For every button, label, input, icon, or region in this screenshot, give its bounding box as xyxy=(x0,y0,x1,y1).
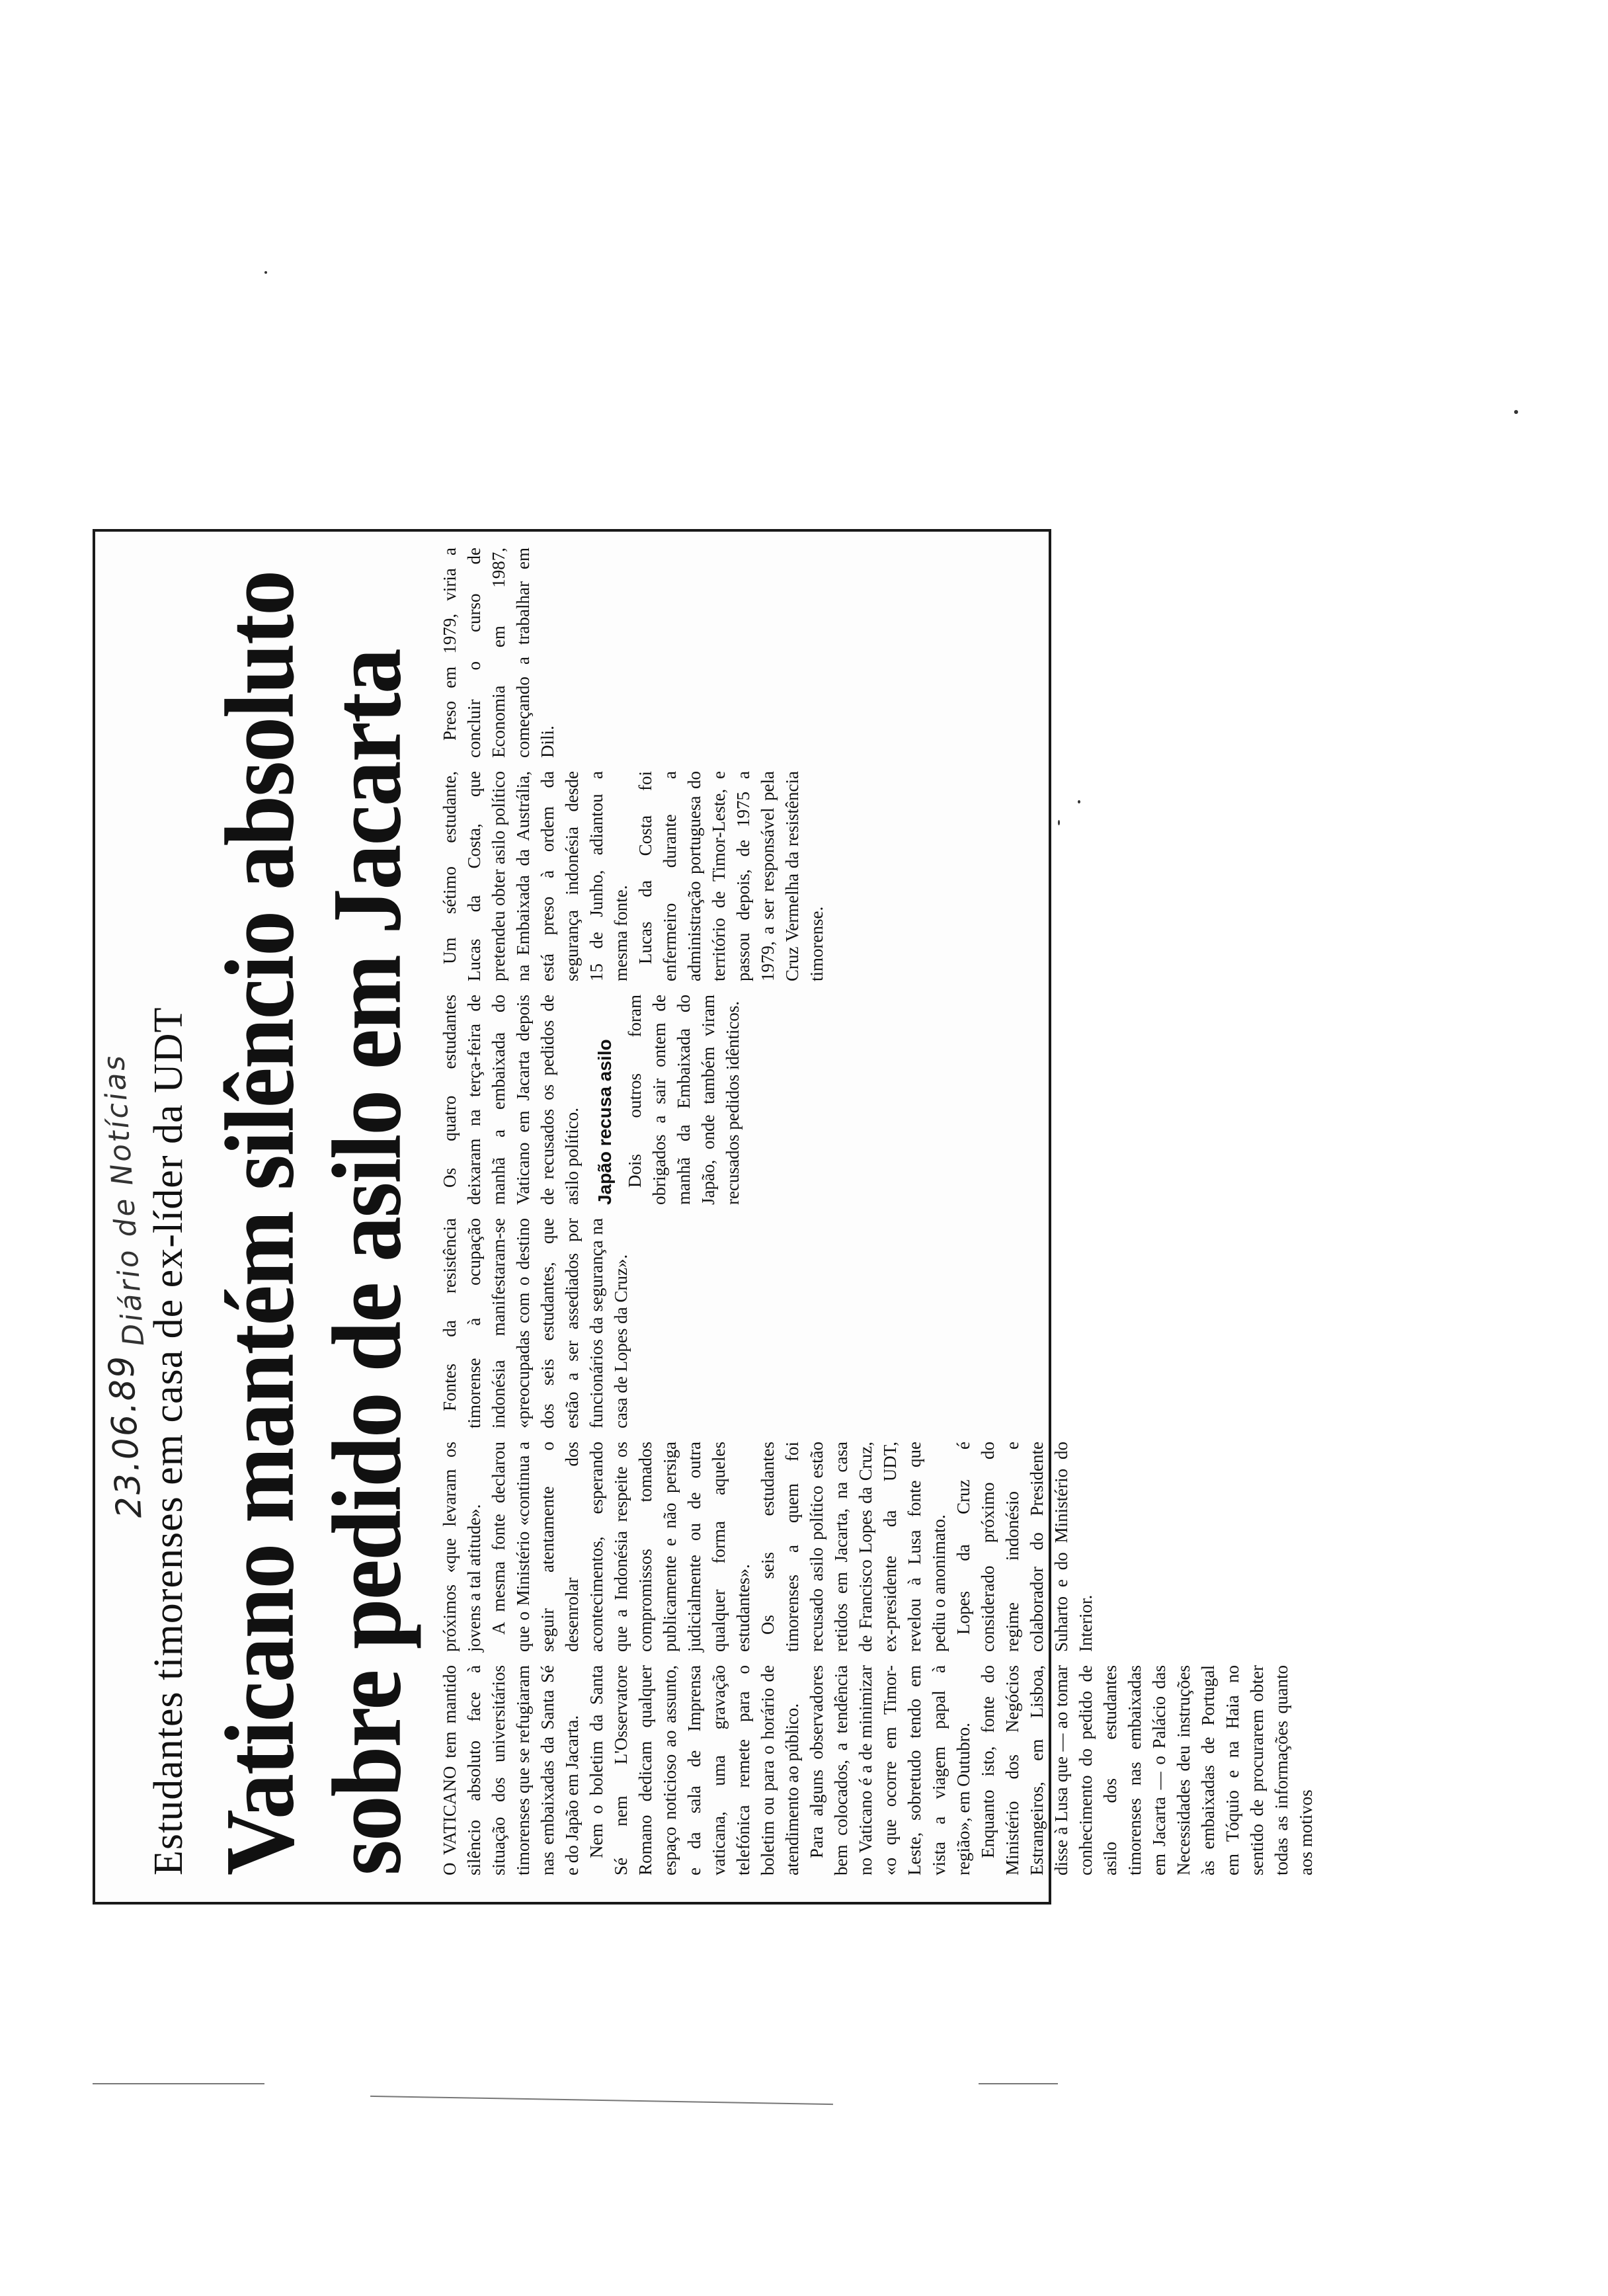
paragraph: Um sétimo estudante, Lucas da Costa, que pretendeu obter asilo político na Embaixada da Austrália, está preso à ordem da segurança indonésia desde 15 de Junho, adiantou a mesma fonte. xyxy=(440,771,631,981)
paragraph: Dois outros foram obrigados a sair ontem de manhã da Embaixada do Japão, onde também viram recusados pedidos idênticos. xyxy=(625,995,743,1205)
paragraph: Nem o boletim da Santa Sé nem L'Osservatore Romano dedicam qualquer espaço noticioso ao assunto, e da sala de Imprensa vaticana, uma gravação telefónica remete para o boletim ou para o horário de atendimento ao público. xyxy=(586,1665,802,1875)
article-column-3 xyxy=(438,1218,1033,1428)
subheading: Japão recusa asilo xyxy=(594,1039,615,1205)
scan-speck xyxy=(1078,800,1080,803)
paragraph: próximos «que levaram os jovens a tal atitude». xyxy=(440,1442,484,1652)
paragraph: O VATICANO tem mantido silêncio absoluto face à situação dos universitários timorenses que se refugiaram nas embaixadas da Santa Sé e do Japão em Jacarta. xyxy=(440,1665,582,1875)
headline-line-1: Vaticano mantém silêncio absoluto xyxy=(204,571,315,1875)
article-column-5 xyxy=(438,771,1033,981)
scan-scratch xyxy=(93,2083,264,2084)
scan-speck xyxy=(1514,410,1518,414)
kicker: Estudantes timorenses em casa de ex-líder da UDT xyxy=(146,1006,191,1875)
paragraph: Os seis estudantes timorenses a quem foi recusado asilo político estão retidos em Jacarta, na casa de Francisco Lopes da Cruz, ex-presidente da UDT, revelou à Lusa fonte que pediu o anonimato. xyxy=(758,1442,949,1652)
headline xyxy=(206,552,421,1875)
scan-scratch xyxy=(370,2096,833,2105)
headline-line-2: sobre pedido de asilo em Jacarta xyxy=(311,649,422,1875)
handwritten-date: 23.06.89 xyxy=(101,1354,150,1520)
scan-speck xyxy=(1058,820,1060,825)
article-column-1 xyxy=(438,1665,1316,1875)
newspaper-clipping xyxy=(93,529,1316,1905)
scan-scratch xyxy=(979,2083,1058,2084)
paragraph: Lucas da Costa foi enfermeiro durante a administração portuguesa do território de Timor-Leste, e passou depois, de 1975 a 1979, a ser responsável pela Cruz Vermelha da resistência timorense. xyxy=(635,771,826,981)
article-column-2 xyxy=(438,1442,1096,1652)
paragraph: Os quatro estudantes deixaram na terça-feira de manhã a embaixada do Vaticano em Jacarta depois de recusados os pedidos de asilo político. xyxy=(440,995,582,1205)
paragraph: A mesma fonte declarou que o Ministério «continua a seguir atentamente o desenrolar dos acontecimentos, esperando que a Indonésia respeite os compromissos tomados publicamente e não persiga judicialmente ou de outra qualquer forma aqueles estudantes». xyxy=(489,1442,753,1652)
paragraph: Para alguns observadores bem colocados, a tendência no Vaticano é a de minimizar «o que ocorre em Timor-Leste, sobretudo tendo em vista a viagem papal à região», em Outubro. xyxy=(807,1665,973,1875)
clipping-content xyxy=(97,548,1316,1875)
paragraph: Lopes da Cruz é considerado próximo do regime indonésio e colaborador do Presidente Suharto e do Ministério do Interior. xyxy=(953,1442,1096,1652)
article-column-4 xyxy=(438,995,1033,1205)
scan-speck xyxy=(264,271,267,274)
paragraph: Fontes da resistência timorense à ocupação indonésia manifestaram-se «preocupadas com o destino dos seis estudantes, que estão a ser assediados por funcionários da segurança na casa de Lopes da Cruz». xyxy=(440,1218,631,1428)
handwritten-source: Diário de Notícias xyxy=(97,1052,151,1348)
paragraph: Preso em 1979, viria a concluir o curso de Economia em 1987, começando a trabalhar em Dili. xyxy=(440,548,557,758)
paragraph: Enquanto isto, fonte do Ministério dos Negócios Estrangeiros, em Lisboa, disse à Lusa que — ao tomar conhecimento do pedido de asilo dos estudantes timorenses nas embaixadas em Jacarta — o Palácio das Necessidades deu instruções às embaixadas de Portugal em Tóquio e na Haia no sentido de procurarem obter todas as informações quanto aos motivos xyxy=(978,1665,1316,1875)
article-column-6 xyxy=(438,548,1033,758)
article-body xyxy=(438,548,1316,1875)
